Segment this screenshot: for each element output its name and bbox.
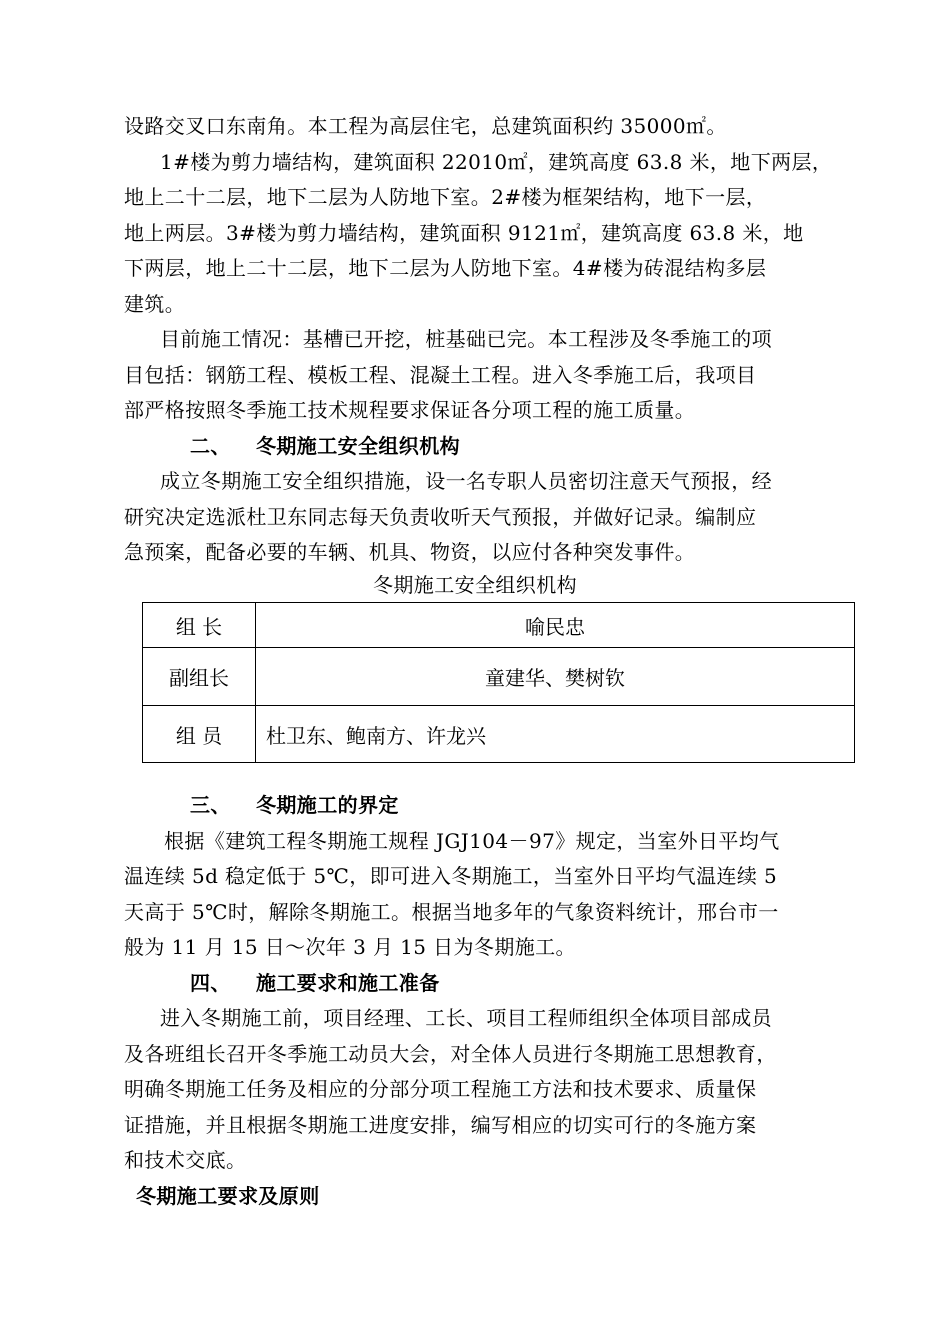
paragraph-line: 温连续 5d 稳定低于 5℃，即可进入冬期施工，当室外日平均气温连续 5 xyxy=(124,864,778,888)
section-title: 冬期施工的界定 xyxy=(256,793,399,817)
section-title: 冬期施工安全组织机构 xyxy=(256,434,460,458)
paragraph-line: 研究决定选派杜卫东同志每天负责收听天气预报，并做好记录。编制应 xyxy=(124,505,757,529)
paragraph-line: 地上二十二层，地下二层为人防地下室。2#楼为框架结构，地下一层， xyxy=(124,185,767,209)
paragraph-line: 及各班组长召开冬季施工动员大会，对全体人员进行冬期施工思想教育， xyxy=(124,1042,777,1066)
table-row xyxy=(143,706,855,763)
section-heading xyxy=(190,432,460,460)
paragraph-line: 天高于 5℃时，解除冬期施工。根据当地多年的气象资料统计，邢台市一 xyxy=(124,900,779,924)
paragraph-line: 设路交叉口东南角。本工程为高层住宅，总建筑面积约 35000㎡。 xyxy=(124,114,727,138)
paragraph-line: 般为 11 月 15 日～次年 3 月 15 日为冬期施工。 xyxy=(124,935,576,959)
paragraph-line: 建筑。 xyxy=(124,292,186,316)
section-number: 三、 xyxy=(190,793,231,817)
paragraph-line: 进入冬期施工前，项目经理、工长、项目工程师组织全体项目部成员 xyxy=(160,1006,772,1030)
subheading: 冬期施工要求及原则 xyxy=(136,1184,320,1208)
section-heading xyxy=(190,969,440,997)
section-number: 四、 xyxy=(190,971,231,995)
paragraph-line: 地上两层。3#楼为剪力墙结构，建筑面积 9121㎡，建筑高度 63.8 米，地 xyxy=(124,221,804,245)
table-row xyxy=(143,648,855,706)
paragraph-line: 部严格按照冬季施工技术规程要求保证各分项工程的施工质量。 xyxy=(124,398,696,422)
role-cell: 组 长 xyxy=(143,603,256,648)
paragraph-line: 目包括：钢筋工程、模板工程、混凝土工程。进入冬季施工后，我项目 xyxy=(124,363,757,387)
section-heading xyxy=(190,791,399,819)
names-cell: 杜卫东、鲍南方、许龙兴 xyxy=(256,706,855,763)
paragraph-line: 目前施工情况：基槽已开挖，桩基础已完。本工程涉及冬季施工的项 xyxy=(160,327,772,351)
section-number: 二、 xyxy=(190,434,231,458)
paragraph-line: 1#楼为剪力墙结构，建筑面积 22010㎡，建筑高度 63.8 米，地下两层， xyxy=(160,150,833,174)
paragraph-line: 明确冬期施工任务及相应的分部分项工程施工方法和技术要求、质量保 xyxy=(124,1077,757,1101)
table-row xyxy=(143,603,855,648)
paragraph-line: 成立冬期施工安全组织措施，设一名专职人员密切注意天气预报，经 xyxy=(160,469,772,493)
role-cell: 副组长 xyxy=(143,648,256,706)
paragraph-line: 下两层，地上二十二层，地下二层为人防地下室。4#楼为砖混结构多层 xyxy=(124,256,767,280)
section-title: 施工要求和施工准备 xyxy=(256,971,440,995)
names-cell: 喻民忠 xyxy=(256,603,855,648)
role-cell: 组 员 xyxy=(143,706,256,763)
paragraph-line: 证措施，并且根据冬期施工进度安排，编写相应的切实可行的冬施方案 xyxy=(124,1113,757,1137)
paragraph-line: 急预案，配备必要的车辆、机具、物资，以应付各种突发事件。 xyxy=(124,540,696,564)
paragraph-line: 和技术交底。 xyxy=(124,1148,247,1172)
table-caption: 冬期施工安全组织机构 xyxy=(373,573,577,597)
names-cell: 童建华、樊树钦 xyxy=(256,648,855,706)
organization-table xyxy=(142,602,855,763)
paragraph-line: 根据《建筑工程冬期施工规程 JGJ104－97》规定，当室外日平均气 xyxy=(164,829,780,853)
